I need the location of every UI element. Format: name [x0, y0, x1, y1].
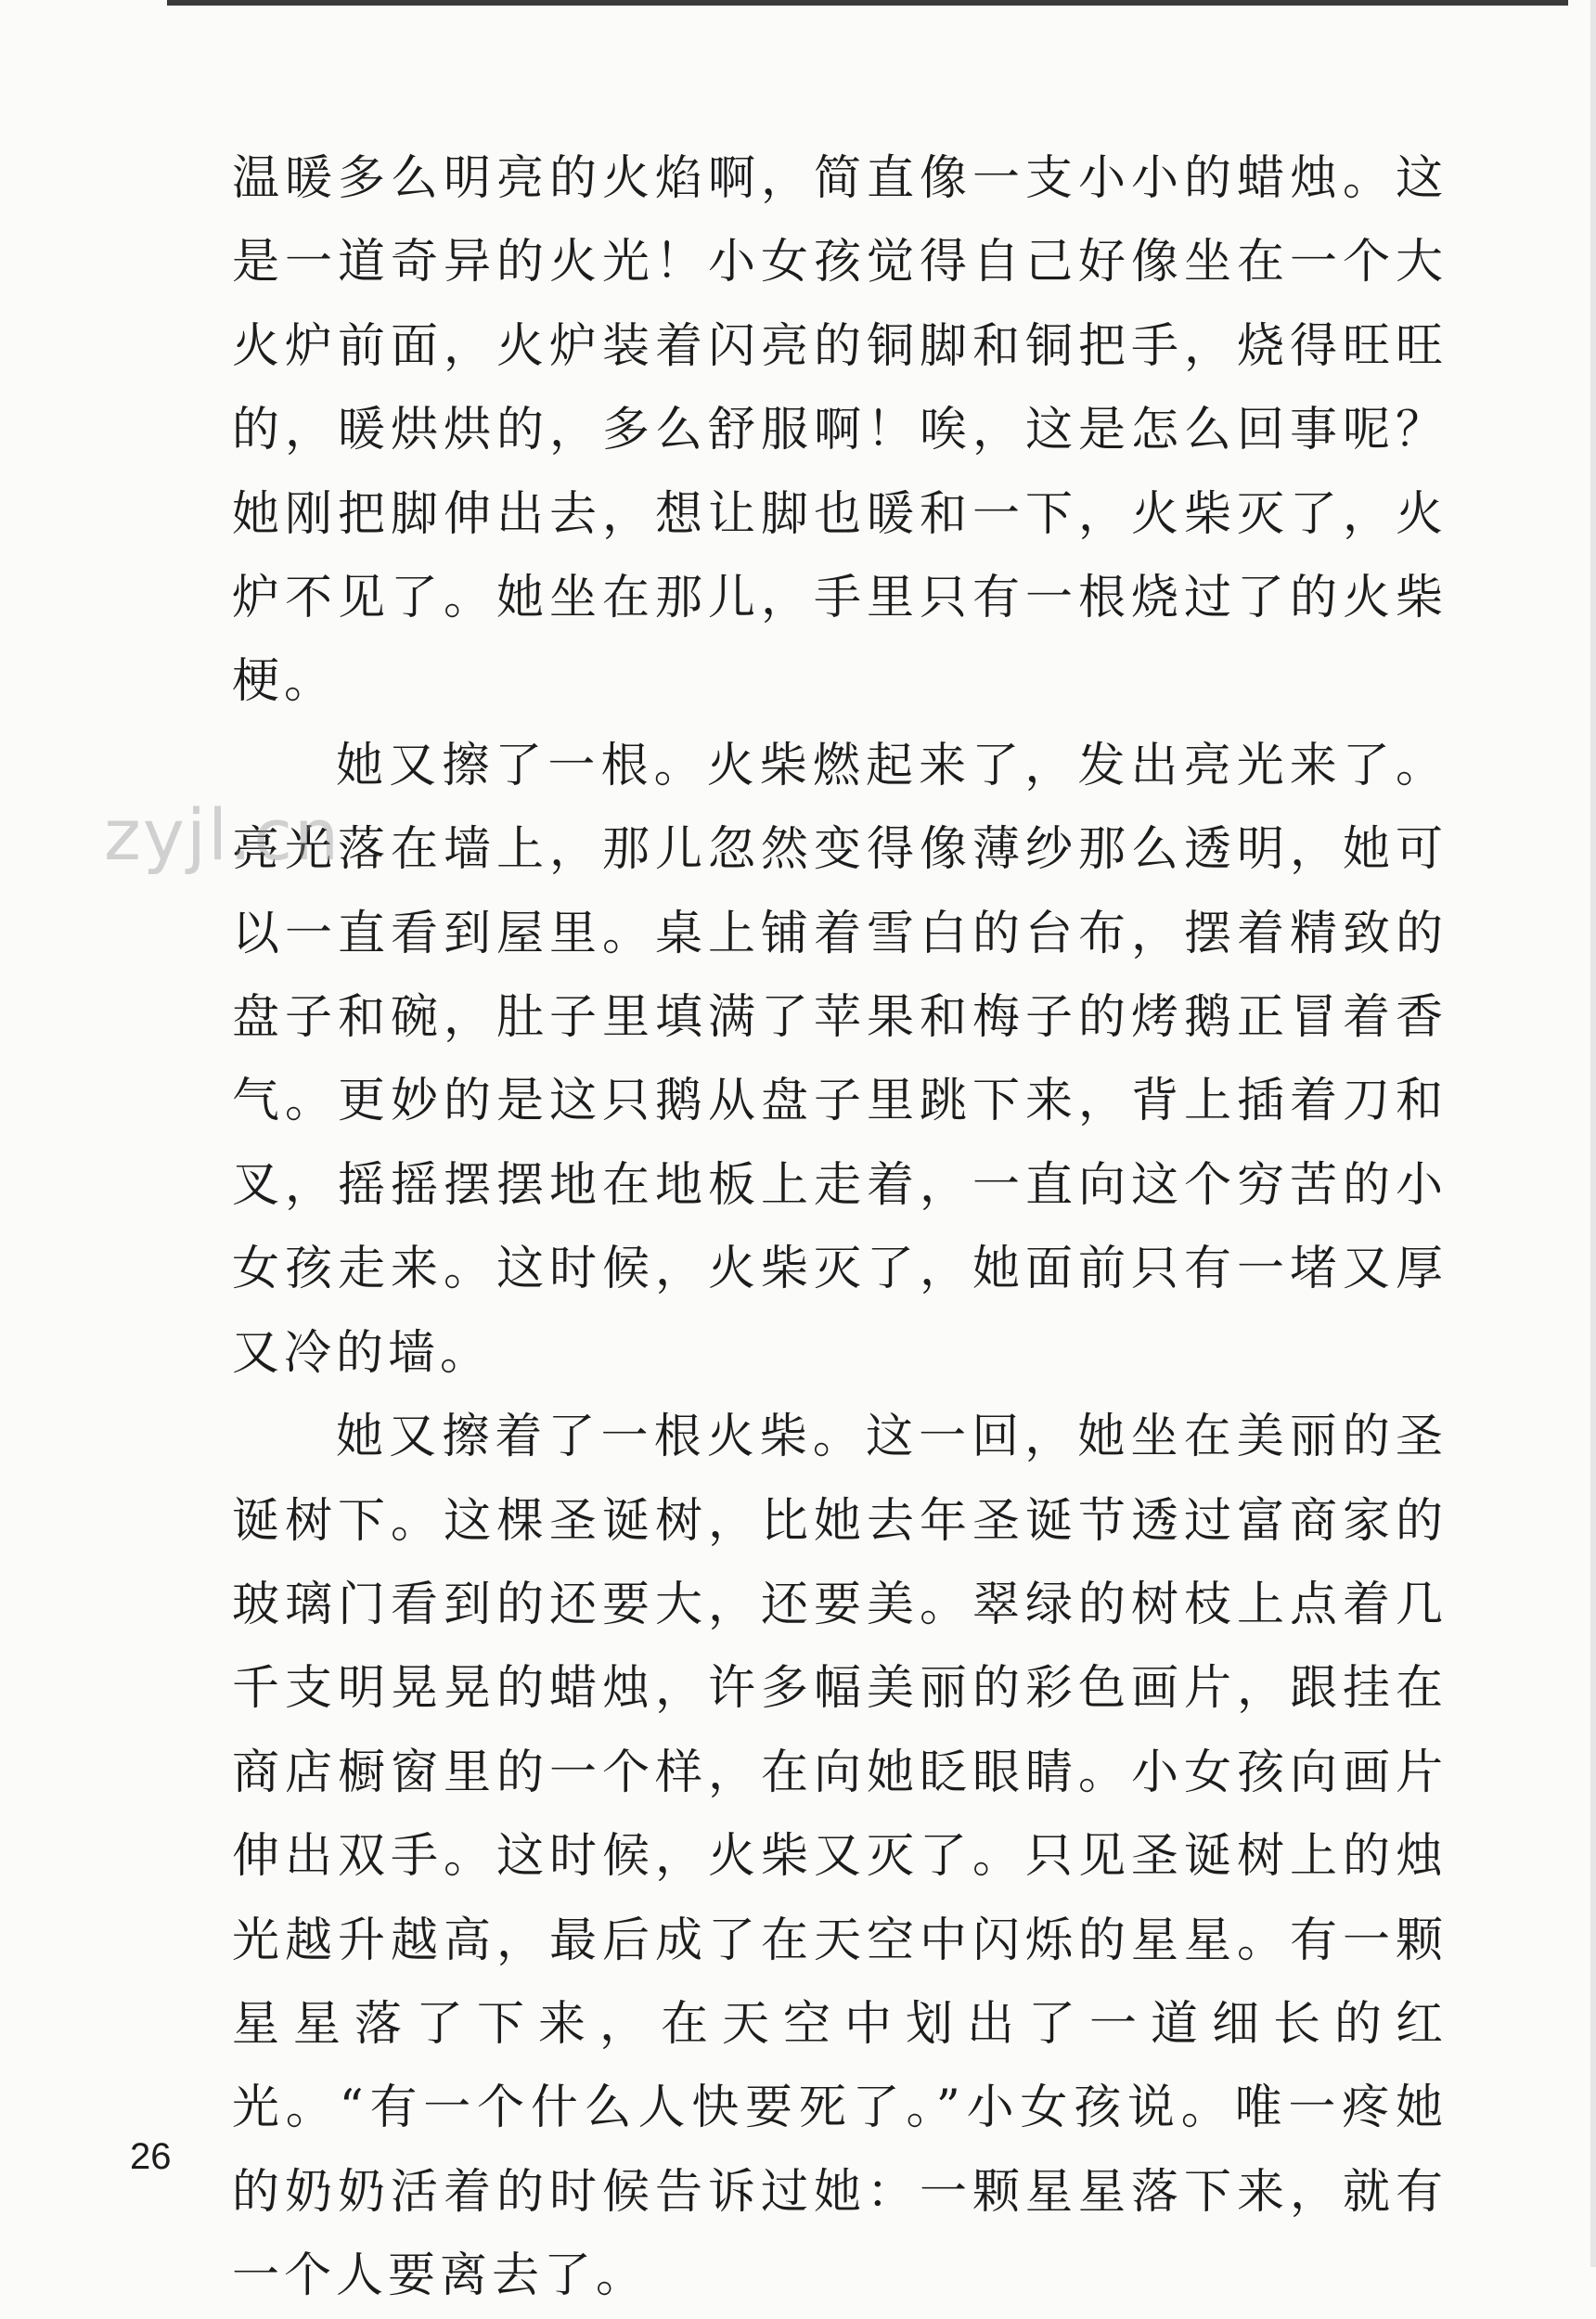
paragraph-christmas-tree: 她又擦着了一根火柴。这一回，她坐在美丽的圣诞树下。这棵圣诞树，比她去年圣诞节透过富商家的玻璃门看到的还要大，还要美。翠绿的树枝上点着几千支明晃晃的蜡烛，许多幅美丽的彩色画片，跟挂在商店橱窗里的一个样，在向她眨眼睛。小女孩向画片伸出双手。这时候，火柴又灭了。只见圣诞树上的烛光越升越高，最后成了在天空中闪烁的星星。有一颗星星落了下来，在天空中划出了一道细长的红光。“有一个什么人快要死了。”小女孩说。唯一疼她的奶奶活着的时候告诉过她：一颗星星落下来，就有一个人要离去了。	[232, 1410, 1448, 2304]
page-body	[232, 137, 1448, 2319]
page-number: 26	[130, 2136, 172, 2177]
scan-top-edge	[167, 0, 1568, 6]
watermark: zyjl.cn	[104, 793, 341, 876]
paragraph-continuation: 温暖多么明亮的火焰啊，简直像一支小小的蜡烛。这是一道奇异的火光！小女孩觉得自己好像坐在一个大火炉前面，火炉装着闪亮的铜脚和铜把手，烧得旺旺的，暖烘烘的，多么舒服啊！唉，这是怎么回事呢？她刚把脚伸出去，想让脚也暖和一下，火柴灭了，火炉不见了。她坐在那儿，手里只有一根烧过了的火柴梗。	[232, 151, 1448, 710]
scan-right-edge	[1590, 0, 1596, 2267]
paragraph-roast-goose: 她又擦了一根。火柴燃起来了，发出亮光来了。亮光落在墙上，那儿忽然变得像薄纱那么透明，她可以一直看到屋里。桌上铺着雪白的台布，摆着精致的盘子和碗，肚子里填满了苹果和梅子的烤鹅正冒着香气。更妙的是这只鹅从盘子里跳下来，背上插着刀和叉，摇摇摆摆地在地板上走着，一直向这个穷苦的小女孩走来。这时候，火柴灭了，她面前只有一堵又厚又冷的墙。	[232, 738, 1448, 1381]
